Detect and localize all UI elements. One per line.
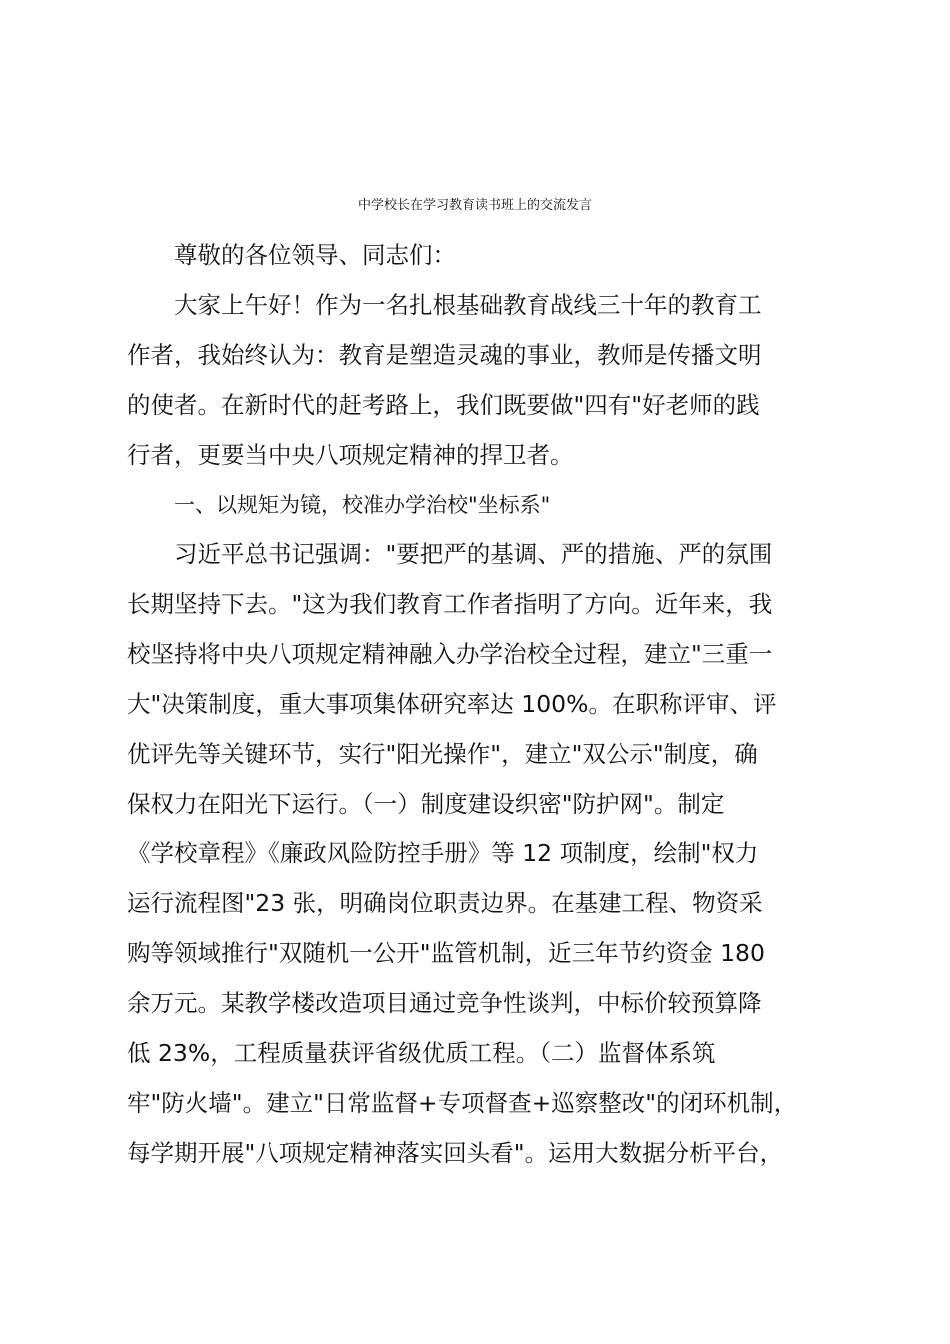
paragraph-line: 优评先等关键环节，实行"阳光操作"，建立"双公示"制度，确 bbox=[127, 740, 758, 768]
paragraph-line: 大家上午好！作为一名扎根基础教育战线三十年的教育工 bbox=[174, 291, 762, 319]
paragraph-line: 长期坚持下去。"这为我们教育工作者指明了方向。近年来，我 bbox=[127, 590, 773, 618]
paragraph-line: 《学校章程》《廉政风险防控手册》等 12 项制度，绘制"权力 bbox=[127, 839, 759, 867]
paragraph-line: 购等领域推行"双随机一公开"监管机制，近三年节约资金 180 bbox=[127, 939, 765, 967]
section-heading: 一、以规矩为镜，校准办学治校"坐标系" bbox=[174, 493, 551, 517]
salutation: 尊敬的各位领导、同志们： bbox=[174, 241, 456, 269]
paragraph-line: 作者，我始终认为：教育是塑造灵魂的事业，教师是传播文明 bbox=[127, 341, 762, 369]
paragraph-line: 的使者。在新时代的赶考路上，我们既要做"四有"好老师的践 bbox=[127, 391, 760, 419]
paragraph-line: 每学期开展"八项规定精神落实回头看"。运用大数据分析平台， bbox=[127, 1139, 784, 1167]
paragraph-line: 低 23%，工程质量获评省级优质工程。（二）监督体系筑 bbox=[127, 1039, 716, 1067]
paragraph-line: 保权力在阳光下运行。（一）制度建设织密"防护网"。制定 bbox=[127, 790, 725, 818]
paragraph-line: 校坚持将中央八项规定精神融入办学治校全过程，建立"三重一 bbox=[127, 640, 773, 668]
paragraph-line: 行者，更要当中央八项规定精神的捍卫者。 bbox=[127, 441, 574, 469]
document-title: 中学校长在学习教育读书班上的交流发言 bbox=[357, 198, 592, 213]
paragraph-line: 牢"防火墙"。建立"日常监督+专项督查+巡察整改"的闭环机制， bbox=[127, 1089, 798, 1117]
paragraph-line: 运行流程图"23 张，明确岗位职责边界。在基建工程、物资采 bbox=[127, 889, 763, 917]
paragraph-line: 习近平总书记强调："要把严的基调、严的措施、严的氛围 bbox=[174, 540, 773, 568]
paragraph-line: 大"决策制度，重大事项集体研究率达 100%。在职称评审、评 bbox=[127, 690, 777, 718]
paragraph-line: 余万元。某教学楼改造项目通过竞争性谈判，中标价较预算降 bbox=[127, 989, 762, 1017]
